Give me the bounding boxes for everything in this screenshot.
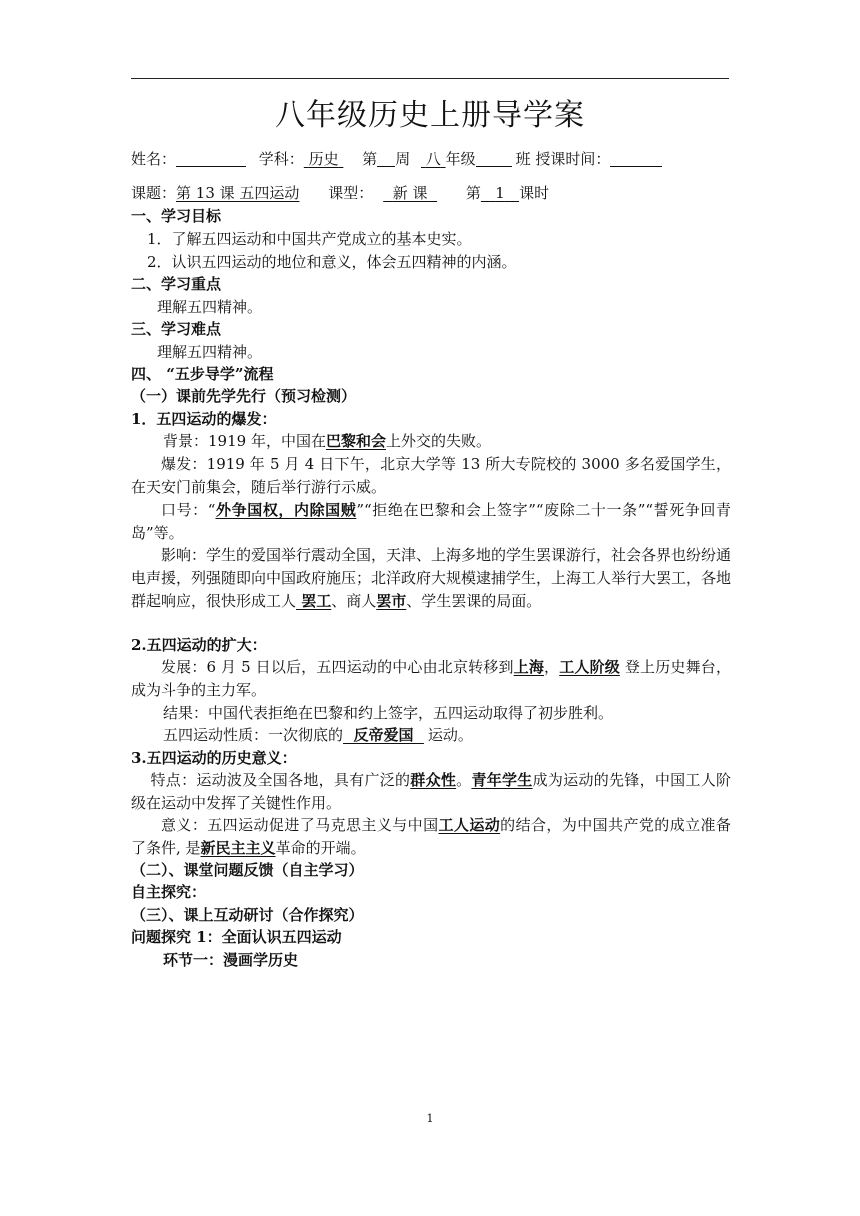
name-blank (176, 150, 246, 167)
features-paragraph: 特点：运动波及全国各地，具有广泛的群众性。青年学生成为运动的先锋，中国工人阶级在运动中发挥了关键性作用。 (131, 771, 731, 812)
section-heading: 三、学习难点 (131, 320, 222, 338)
grade-value: 八 (425, 150, 441, 168)
week-label: 第 (362, 150, 378, 168)
period-label-b: 课时 (519, 184, 550, 202)
subject-label: 学科： (258, 150, 304, 168)
topic-heading: 2.五四运动的扩大： (131, 636, 267, 654)
development-paragraph: 发展：6 月 5 日以后，五四运动的中心由北京转移到上海，工人阶级 登上历史舞台，成为斗争的主力军。 (131, 658, 731, 699)
header-rule (131, 78, 729, 79)
section-heading: 一、学习目标 (131, 207, 222, 225)
slogan-paragraph: 口号：“外争国权，内除国贼”“拒绝在巴黎和会上签字”“废除二十一条”“誓死争回青岛”等。 (131, 501, 731, 542)
step-heading: 环节一：漫画学历史 (163, 951, 299, 969)
topic-value: 第 13 课 五四运动 (176, 184, 300, 202)
topic-label: 课题： (131, 184, 177, 202)
objective-item: 1．了解五四运动和中国共产党成立的基本史实。 (147, 230, 472, 248)
week-label-b: 周 (395, 150, 411, 168)
result-paragraph: 结果：中国代表拒绝在巴黎和约上签字，五四运动取得了初步胜利。 (163, 704, 614, 722)
self-study-label: 自主探究： (131, 883, 207, 901)
class-time-label: 班 授课时间： (515, 150, 611, 168)
key-point-text: 理解五四精神。 (157, 298, 263, 316)
section-heading: 二、学习重点 (131, 275, 222, 293)
page-number: 1 (426, 1112, 434, 1125)
period-label: 第 (465, 184, 481, 202)
week-blank (377, 150, 395, 167)
subsection-heading: （三）、课上互动研讨（合作探究） (131, 906, 364, 924)
objective-item: 2．认识五四运动的地位和意义，体会五四精神的内涵。 (147, 253, 517, 271)
topic-heading: 3.五四运动的历史意义： (131, 749, 297, 767)
grade-label: 年级 (445, 150, 476, 168)
section-heading: 四、 “五步导学”流程 (131, 365, 274, 383)
topic-heading: 1．五四运动的爆发： (131, 410, 277, 428)
name-label: 姓名： (131, 150, 177, 168)
class-blank (476, 150, 512, 167)
background-paragraph: 背景：1919 年，中国在巴黎和会上外交的失败。 (163, 432, 491, 450)
outbreak-paragraph: 爆发：1919 年 5 月 4 日下午，北京大学等 13 所大专院校的 3000 多名爱国学生，在天安门前集会，随后举行游行示威。 (131, 455, 731, 496)
significance-paragraph: 意义：五四运动促进了马克思主义与中国工人运动的结合，为中国共产党的成立准备了条件, 是新民主主义革命的开端。 (131, 816, 731, 857)
header-info-line (131, 148, 731, 170)
document-title: 八年级历史上册导学案 (275, 98, 585, 133)
question-heading: 问题探究 1：全面认识五四运动 (131, 928, 342, 946)
time-blank (610, 150, 662, 167)
type-value: 新 课 (392, 184, 428, 202)
period-value: 1 (495, 184, 505, 202)
subject-value: 历史 (308, 150, 339, 168)
subsection-heading: （一）课前先学先行（预习检测） (131, 387, 357, 405)
type-label: 课型： (328, 184, 374, 202)
impact-paragraph: 影响：学生的爱国举行震动全国，天津、上海多地的学生罢课游行，社会各界也纷纷通电声援，列强随即向中国政府施压；北洋政府大规模逮捕学生，上海工人举行大罢工，各地群起响应，很快形成工人 罢工、商人罢市、学生罢课的局面。 (131, 546, 732, 610)
subsection-heading: （二）、课堂问题反馈（自主学习） (131, 861, 364, 879)
nature-paragraph: 五四运动性质：一次彻底的 反帝爱国 运动。 (163, 726, 473, 744)
difficulty-text: 理解五四精神。 (157, 343, 263, 361)
topic-line (131, 182, 731, 204)
